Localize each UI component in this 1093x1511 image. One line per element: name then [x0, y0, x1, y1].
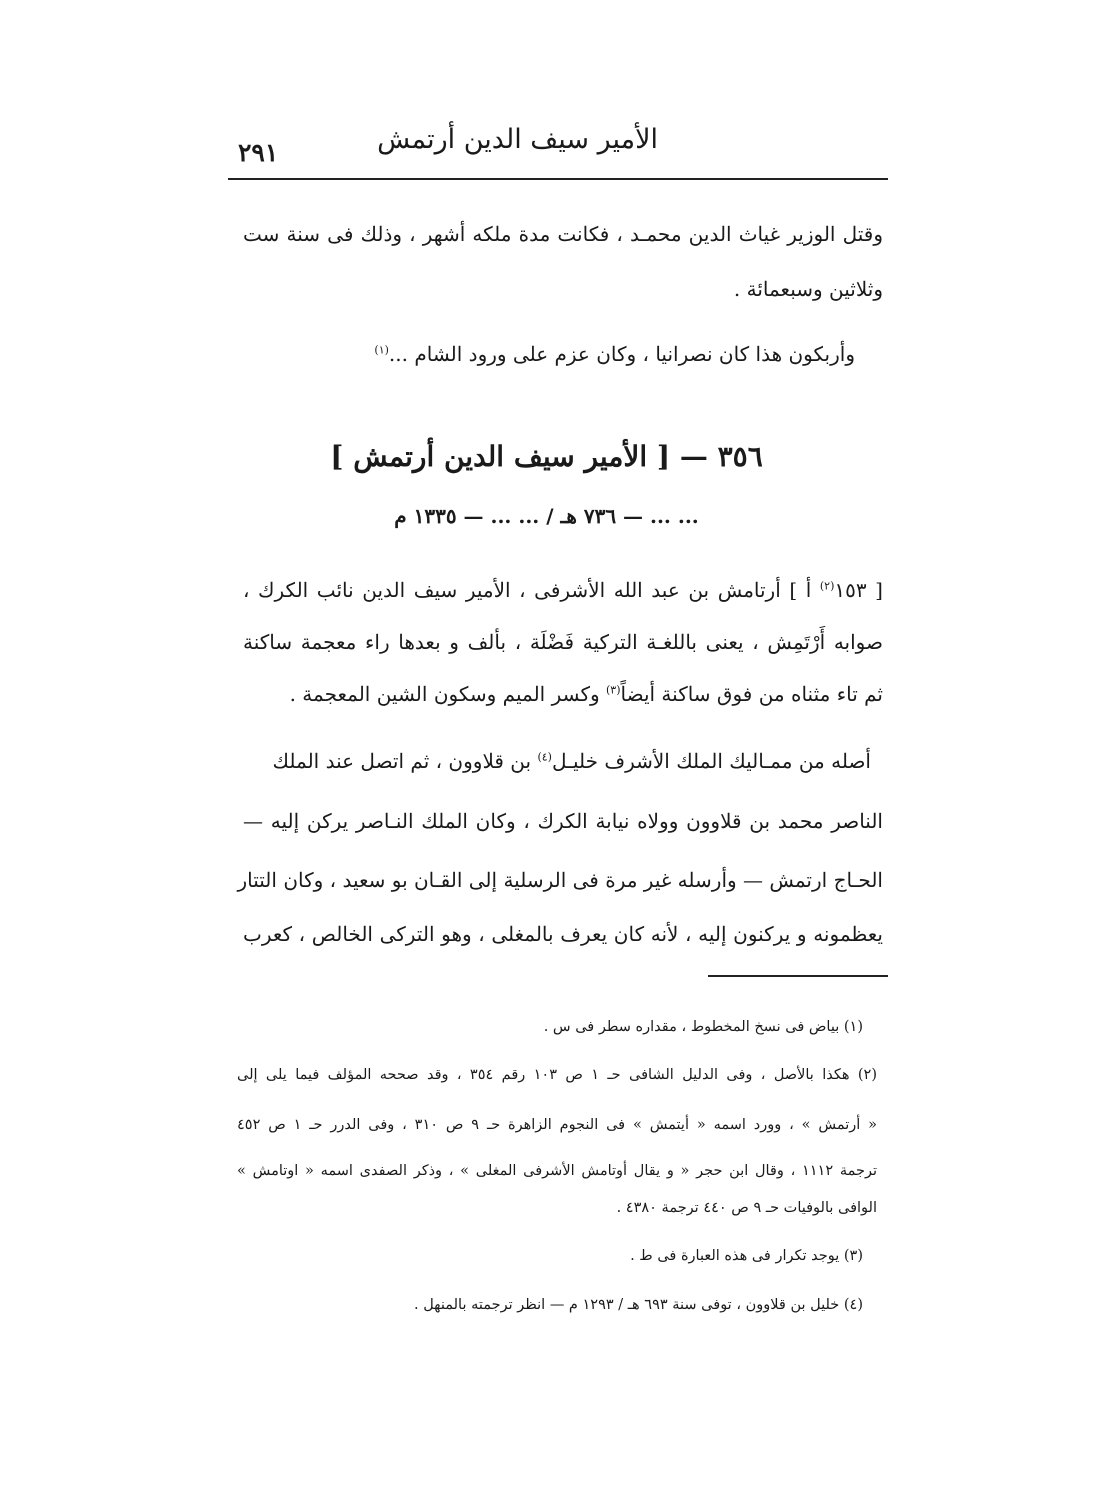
intro-line-3 — [374, 340, 855, 368]
footnote-2-line-2: « أرتمش » ، وورد اسمه « أيتمش » فى النجوم الزاهرة حـ ٩ ص ٣١٠ ، وفى الدرر حـ ١ ص ٤٥٢ — [237, 1117, 878, 1133]
running-header — [228, 124, 888, 178]
body-p2-line-3: الحـاج ارتمش — وأرسله غير مرة فى الرسلية إلى القـان بو سعيد ، وكان التتار — [237, 868, 883, 892]
body-p2-line-1-b: بن قلاوون ، ثم اتصل عند الملك — [272, 749, 532, 773]
entry-dates: ... ... — ٧٣٦ هـ / ... ... — ١٣٣٥ م — [394, 504, 699, 528]
intro-line-2: وثلاثين وسبعمائة . — [733, 277, 883, 301]
body-p2-line-4: يعظمونه و يركنون إليه ، لأنه كان يعرف بالمغلى ، وهو التركى الخالص ، كعرب — [243, 922, 883, 946]
body-p1-line-3-a: ثم تاء مثناه من فوق ساكنة أيضاً — [620, 682, 883, 706]
footnote-4: (٤) خليل بن قلاوون ، توفى سنة ٦٩٣ هـ / ١٢٩٣ م — انظر ترجمته بالمنهل . — [413, 1297, 863, 1313]
entry-title: ٣٥٦ — [ الأمير سيف الدين أرتمش ] — [330, 440, 763, 473]
footnote-1: (١) بياض فى نسخ المخطوط ، مقداره سطر فى س . — [543, 1019, 863, 1035]
intro-line-3-text: وأربكون هذا كان نصرانيا ، وكان عزم على ورود الشام ... — [388, 342, 855, 366]
footnote-ref-2: (٢) — [819, 579, 835, 593]
footnote-divider — [708, 975, 888, 977]
body-p2-line-2: الناصر محمد بن قلاوون وولاه نيابة الكرك ، وكان الملك النـاصر يركن إليه — — [243, 809, 883, 833]
body-p1-line-3 — [243, 680, 883, 708]
footnote-2-line-3: ترجمة ١١١٢ ، وقال ابن حجر « و يقال أوتامش الأشرفى المغلى » ، وذكر الصفدى اسمه « اوتامش » — [237, 1163, 877, 1179]
footnote-ref-1: (١) — [374, 343, 389, 357]
running-header-title: الأمير سيف الدين أرتمش — [377, 124, 658, 155]
body-p2-line-1 — [273, 747, 871, 775]
body-p1-line-1-text: أ ] أرتامش بن عبد الله الأشرفى ، الأمير سيف الدين نائب الكرك ، — [243, 578, 812, 602]
header-divider — [228, 178, 888, 180]
manuscript-folio-ref: [ ١٥٣ — [834, 578, 883, 602]
footnote-ref-3: (٣) — [606, 683, 621, 697]
intro-line-1: وقتل الوزير غياث الدين محمـد ، فكانت مدة ملكه أشهر ، وذلك فى سنة ست — [243, 222, 883, 246]
footnote-ref-4: (٤) — [537, 750, 552, 764]
footnote-2-line-1: (٢) هكذا بالأصل ، وفى الدليل الشافى حـ ١ ص ١٠٣ رقم ٣٥٤ ، وقد صححه المؤلف فيما يلى إلى — [237, 1067, 877, 1083]
body-p2-line-1-a: أصله من ممـاليك الملك الأشرف خليـل — [551, 749, 871, 773]
body-p1-line-3-b: وكسر الميم وسكون الشين المعجمة . — [289, 682, 600, 706]
footnote-3: (٣) يوجد تكرار فى هذه العبارة فى ط . — [630, 1248, 863, 1264]
page-number: ٢٩١ — [238, 138, 279, 167]
body-p1-line-2: صوابه أَرْتَمِش ، يعنى باللغـة التركية فَضْلَة ، بألف و بعدها راء معجمة ساكنة — [243, 630, 883, 654]
footnote-2-line-4: الوافى بالوفيات حـ ٩ ص ٤٤٠ ترجمة ٤٣٨٠ . — [616, 1200, 877, 1216]
body-p1-line-1 — [243, 576, 883, 604]
